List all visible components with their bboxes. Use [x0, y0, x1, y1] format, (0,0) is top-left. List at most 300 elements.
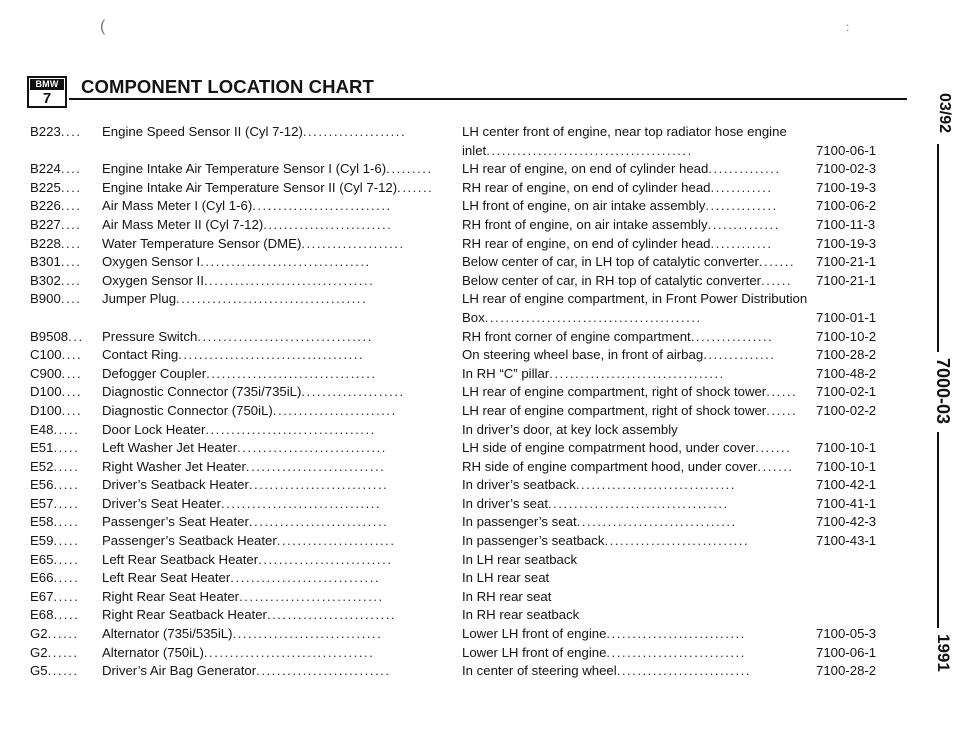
dot-leader: .............. [705, 198, 778, 214]
table-cell [30, 662, 100, 681]
table-cell [816, 644, 910, 663]
table-cell [462, 160, 812, 179]
diagram-reference: 7100-19-3 [816, 235, 877, 251]
component-location: In center of steering wheel [462, 663, 617, 679]
component-location: LH center front of engine, near top radiator hose engine [462, 124, 787, 139]
page-sidebar [925, 0, 953, 744]
dot-leader: ............................. [232, 626, 383, 642]
component-code: E48 [30, 421, 54, 437]
sidebar-rule [937, 432, 939, 628]
diagram-reference: 7100-10-2 [816, 328, 877, 344]
component-name: Left Rear Seatback Heater [102, 551, 259, 567]
table-cell [816, 142, 910, 161]
component-code: B302 [30, 272, 61, 288]
table-cell [30, 551, 100, 570]
dot-leader: ........................ [272, 402, 397, 418]
title-rule [69, 98, 907, 100]
table-cell [816, 662, 910, 681]
table-cell [102, 383, 452, 402]
dot-leader: .... [60, 161, 82, 177]
table-cell [462, 383, 812, 402]
dot-leader: ...... [47, 663, 79, 679]
table-row [30, 346, 910, 365]
component-location: RH side of engine compartment hood, under cover [462, 458, 758, 474]
component-location: In driver’s door, at key lock assembly [462, 421, 678, 437]
table-row [30, 644, 910, 663]
dot-leader: .................................. [197, 328, 373, 344]
component-code: B223 [30, 124, 61, 139]
component-name: Water Temperature Sensor (DME) [102, 235, 302, 251]
component-name: Diagnostic Connector (750iL) [102, 402, 273, 418]
table-cell [462, 532, 812, 551]
table-cell [462, 216, 812, 235]
table-cell [30, 383, 100, 402]
table-cell [462, 476, 812, 495]
dot-leader: .......................... [258, 551, 393, 567]
table-cell [30, 569, 100, 588]
diagram-reference: 7100-21-1 [816, 254, 877, 270]
table-cell [816, 179, 910, 198]
component-location: In RH rear seatback [462, 607, 580, 623]
table-row [30, 216, 910, 235]
dot-leader: ............................ [239, 588, 384, 604]
table-cell [816, 328, 910, 347]
table-cell [462, 439, 812, 458]
component-name: Passenger’s Seatback Heater [102, 533, 277, 549]
dot-leader: ............................... [575, 477, 736, 493]
scan-mark: ( [100, 18, 106, 35]
table-row [30, 328, 910, 347]
component-name: Defogger Coupler [102, 365, 207, 381]
table-cell [462, 309, 812, 328]
table-cell [102, 179, 452, 198]
component-name: Alternator (750iL) [102, 644, 204, 660]
table-cell [30, 365, 100, 384]
table-cell [30, 123, 100, 142]
table-cell [102, 402, 452, 421]
dot-leader: .............. [707, 216, 780, 232]
diagram-reference: 7100-19-3 [816, 179, 877, 195]
table-cell [816, 402, 910, 421]
table-cell [30, 253, 100, 272]
component-code: E56 [30, 477, 54, 493]
table-cell [462, 290, 812, 309]
dot-leader: .................................. [549, 365, 725, 381]
dot-leader: .... [61, 402, 83, 418]
table-cell [30, 328, 100, 347]
table-cell [30, 160, 100, 179]
component-name: Driver’s Air Bag Generator [102, 663, 257, 679]
dot-leader: ..... [53, 421, 80, 437]
diagram-reference: 7100-10-1 [816, 440, 877, 456]
dot-leader: ..... [53, 458, 80, 474]
diagram-reference: 7100-21-1 [816, 272, 877, 288]
sidebar-section: 7000-03 [933, 357, 953, 425]
component-location: Lower LH front of engine [462, 644, 607, 660]
component-code: B9508 [30, 328, 69, 344]
component-name: Right Rear Seat Heater [102, 588, 240, 604]
table-cell [102, 662, 452, 681]
dot-leader: ................ [690, 328, 774, 344]
diagram-reference: 7100-10-1 [816, 458, 877, 474]
component-name: Pressure Switch [102, 328, 198, 344]
table-cell [30, 290, 100, 309]
table-row [30, 588, 910, 607]
dot-leader: ................................. [203, 272, 375, 288]
component-code: E68 [30, 607, 54, 623]
component-name: Engine Intake Air Temperature Sensor I (Cyl 1-6) [102, 161, 387, 177]
dot-leader: ... [68, 328, 84, 344]
dot-leader: .................... [301, 384, 405, 400]
table-cell [462, 179, 812, 198]
dot-leader: ...... [47, 644, 79, 660]
component-location: In passenger’s seat [462, 514, 577, 530]
component-location: Box [462, 309, 485, 325]
diagram-reference: 7100-28-2 [816, 347, 877, 363]
table-cell [102, 476, 452, 495]
table-cell [102, 197, 452, 216]
dot-leader: .... [60, 291, 82, 307]
dot-leader: ................................. [203, 644, 375, 660]
table-cell [816, 439, 910, 458]
component-code: G2 [30, 644, 48, 660]
table-cell [816, 197, 910, 216]
table-row [30, 160, 910, 179]
dot-leader: ................................. [200, 254, 371, 270]
component-location: Lower LH front of engine [462, 626, 607, 642]
component-code: D100 [30, 402, 62, 418]
component-code: E65 [30, 551, 54, 567]
component-location: Below center of car, in RH top of catalytic converter [462, 272, 762, 288]
dot-leader: ..... [53, 477, 80, 493]
table-cell [462, 421, 812, 440]
dot-leader: ............................. [237, 440, 387, 456]
dot-leader: ............ [710, 179, 773, 195]
dot-leader: .................... [301, 235, 405, 251]
table-cell [102, 513, 452, 532]
sidebar-rule [937, 144, 939, 352]
dot-leader: .................................... [178, 347, 365, 363]
table-cell [30, 625, 100, 644]
dot-leader: ...... [47, 626, 79, 642]
table-row [30, 495, 910, 514]
component-location: In driver’s seat [462, 495, 549, 511]
table-cell [30, 458, 100, 477]
table-row [30, 569, 910, 588]
component-location: In driver’s seatback [462, 477, 576, 493]
table-cell [816, 476, 910, 495]
component-code: E57 [30, 495, 54, 511]
table-cell [816, 235, 910, 254]
table-cell [462, 235, 812, 254]
table-row [30, 458, 910, 477]
dot-leader: .................... [302, 124, 407, 139]
table-row [30, 625, 910, 644]
diagram-reference: 7100-06-1 [816, 142, 877, 158]
table-cell [102, 160, 452, 179]
table-cell [30, 588, 100, 607]
table-cell [30, 513, 100, 532]
bmw-logo-icon [27, 76, 67, 108]
table-cell [102, 644, 452, 663]
dot-leader: ............................... [220, 495, 382, 511]
diagram-reference: 7100-41-1 [816, 495, 877, 511]
table-cell [462, 644, 812, 663]
dot-leader: ................................. [205, 421, 376, 437]
table-cell [30, 197, 100, 216]
table-cell [30, 216, 100, 235]
table-row [30, 179, 910, 198]
component-name: Alternator (735i/535iL) [102, 626, 233, 642]
component-location: LH side of engine compatrment hood, under cover [462, 440, 756, 456]
table-cell [30, 644, 100, 663]
table-row [30, 439, 910, 458]
table-cell [462, 253, 812, 272]
dot-leader: ........................................ [486, 142, 693, 158]
table-cell [30, 439, 100, 458]
table-cell [102, 532, 452, 551]
dot-leader: ..... [53, 551, 80, 567]
logo-brand: BMW [30, 79, 64, 90]
dot-leader: ...... [761, 272, 793, 288]
table-row [30, 309, 910, 328]
table-cell [816, 495, 910, 514]
dot-leader: .............. [708, 161, 781, 177]
component-name: Driver’s Seat Heater [102, 495, 221, 511]
table-cell [102, 495, 452, 514]
table-cell [816, 383, 910, 402]
table-cell [816, 309, 910, 328]
component-name: Contact Ring [102, 347, 179, 363]
component-code: E52 [30, 458, 54, 474]
dot-leader: .......................... [256, 663, 391, 679]
table-row [30, 290, 910, 309]
component-location: LH front of engine, on air intake assembly [462, 198, 706, 214]
table-row [30, 606, 910, 625]
component-name: Left Washer Jet Heater [102, 440, 238, 456]
component-code: B227 [30, 216, 61, 232]
dot-leader: ................................... [548, 495, 729, 511]
component-code: E58 [30, 514, 54, 530]
table-row [30, 383, 910, 402]
table-row [30, 253, 910, 272]
table-cell [462, 588, 812, 607]
component-name: Engine Speed Sensor II (Cyl 7-12) [102, 124, 303, 139]
component-name: Jumper Plug [102, 291, 177, 307]
table-cell [102, 346, 452, 365]
component-location: RH rear of engine, on end of cylinder head [462, 179, 711, 195]
table-cell [462, 662, 812, 681]
table-cell [462, 197, 812, 216]
dot-leader: .... [61, 347, 83, 363]
component-name: Right Washer Jet Heater [102, 458, 246, 474]
table-cell [30, 476, 100, 495]
table-cell [462, 551, 812, 570]
table-cell [102, 365, 452, 384]
table-cell [102, 290, 452, 309]
dot-leader: ..... [53, 570, 80, 586]
table-cell [102, 625, 452, 644]
table-cell [30, 532, 100, 551]
component-location: In LH rear seatback [462, 551, 578, 567]
dot-leader: ........................... [606, 644, 746, 660]
logo-series: 7 [42, 90, 52, 107]
diagram-reference: 7100-11-3 [816, 216, 876, 232]
table-cell [102, 253, 452, 272]
dot-leader: ............................ [604, 533, 750, 549]
component-name: Air Mass Meter I (Cyl 1-6) [102, 198, 253, 214]
table-row [30, 123, 910, 142]
diagram-reference: 7100-02-3 [816, 161, 877, 177]
dot-leader: ........................... [245, 458, 386, 474]
diagram-reference: 7100-48-2 [816, 365, 877, 381]
component-name: Left Rear Seat Heater [102, 570, 231, 586]
table-row [30, 513, 910, 532]
component-name: Diagnostic Connector (735i/735iL) [102, 384, 302, 400]
dot-leader: .... [60, 179, 82, 195]
table-cell [30, 421, 100, 440]
component-location: RH front corner of engine compartment [462, 328, 691, 344]
diagram-reference: 7100-06-2 [816, 198, 877, 214]
dot-leader: ........................... [248, 477, 389, 493]
dot-leader: .... [61, 365, 83, 381]
dot-leader: .... [61, 384, 83, 400]
table-cell [816, 216, 910, 235]
dot-leader: ................................. [206, 365, 377, 381]
component-location: LH rear of engine compartment, right of shock tower [462, 384, 767, 400]
table-cell [462, 365, 812, 384]
diagram-reference: 7100-42-1 [816, 477, 877, 493]
dot-leader: .... [60, 198, 82, 214]
table-cell [816, 346, 910, 365]
dot-leader: .... [60, 124, 82, 139]
table-cell [102, 458, 452, 477]
table-cell [816, 365, 910, 384]
component-code: G2 [30, 626, 48, 642]
table-cell [102, 235, 452, 254]
component-code: B228 [30, 235, 61, 251]
component-location: inlet [462, 142, 487, 158]
dot-leader: ..... [53, 607, 80, 623]
diagram-reference: 7100-28-2 [816, 663, 877, 679]
table-cell [462, 495, 812, 514]
table-cell [102, 439, 452, 458]
dot-leader: .... [60, 272, 82, 288]
dot-leader: ...... [766, 384, 798, 400]
table-cell [102, 551, 452, 570]
component-location: LH rear of engine compartment, in Front Power Distribution [462, 291, 808, 307]
table-row [30, 551, 910, 570]
table-cell [30, 235, 100, 254]
table-cell [462, 123, 812, 142]
table-cell [816, 625, 910, 644]
table-row [30, 142, 910, 161]
dot-leader: ..... [53, 533, 80, 549]
table-row [30, 532, 910, 551]
table-row [30, 235, 910, 254]
component-code: E67 [30, 588, 54, 604]
table-cell [30, 179, 100, 198]
table-row [30, 365, 910, 384]
chart-header [27, 76, 907, 108]
diagram-reference: 7100-05-3 [816, 626, 877, 642]
dot-leader: ......................... [263, 216, 393, 232]
table-row [30, 476, 910, 495]
component-code: C900 [30, 365, 62, 381]
component-name: Right Rear Seatback Heater [102, 607, 267, 623]
dot-leader: ....... [757, 458, 794, 474]
diagram-reference: 7100-42-3 [816, 514, 877, 530]
table-cell [30, 495, 100, 514]
dot-leader: ............ [710, 235, 773, 251]
table-cell [462, 328, 812, 347]
dot-leader: ....... [758, 254, 796, 270]
table-row [30, 662, 910, 681]
dot-leader: ..... [53, 588, 80, 604]
component-code: E66 [30, 570, 54, 586]
table-cell [462, 569, 812, 588]
dot-leader: ....... [397, 179, 434, 195]
sidebar-date: 03/92 [936, 92, 953, 134]
table-row [30, 197, 910, 216]
table-cell [462, 513, 812, 532]
component-name: Engine Intake Air Temperature Sensor II (Cyl 7-12) [102, 179, 398, 195]
table-cell [30, 402, 100, 421]
table-cell [462, 402, 812, 421]
component-code: B226 [30, 198, 61, 214]
table-row [30, 421, 910, 440]
dot-leader: ...... [766, 402, 798, 418]
component-location: LH rear of engine, on end of cylinder head [462, 161, 709, 177]
component-name: Door Lock Heater [102, 421, 206, 437]
table-cell [102, 588, 452, 607]
table-cell [102, 328, 452, 347]
table-row [30, 272, 910, 291]
table-cell [462, 458, 812, 477]
component-location: In RH “C” pillar [462, 365, 550, 381]
dot-leader: .... [60, 216, 82, 232]
component-name: Oxygen Sensor I [102, 254, 201, 270]
component-code: B301 [30, 254, 61, 270]
dot-leader: ..... [53, 514, 80, 530]
dot-leader: ............................... [576, 514, 737, 530]
diagram-reference: 7100-02-1 [816, 384, 877, 400]
table-cell [462, 606, 812, 625]
component-location: On steering wheel base, in front of airbag [462, 347, 704, 363]
component-location: Below center of car, in LH top of catalytic converter [462, 254, 759, 270]
component-location: RH rear of engine, on end of cylinder head [462, 235, 711, 251]
dot-leader: .... [60, 235, 82, 251]
table-cell [102, 421, 452, 440]
table-cell [816, 272, 910, 291]
sidebar-year: 1991 [934, 634, 953, 672]
dot-leader: ......... [386, 161, 433, 177]
table-cell [102, 606, 452, 625]
table-cell [102, 569, 452, 588]
table-row [30, 402, 910, 421]
component-location: In RH rear seat [462, 588, 552, 604]
table-cell [816, 458, 910, 477]
diagram-reference: 7100-01-1 [816, 309, 877, 325]
component-name: Driver’s Seatback Heater [102, 477, 249, 493]
table-cell [816, 160, 910, 179]
table-cell [102, 123, 452, 142]
dot-leader: ....................... [276, 533, 396, 549]
table-cell [30, 346, 100, 365]
table-cell [102, 272, 452, 291]
component-name: Air Mass Meter II (Cyl 7-12) [102, 216, 264, 232]
dot-leader: .............. [703, 347, 776, 363]
